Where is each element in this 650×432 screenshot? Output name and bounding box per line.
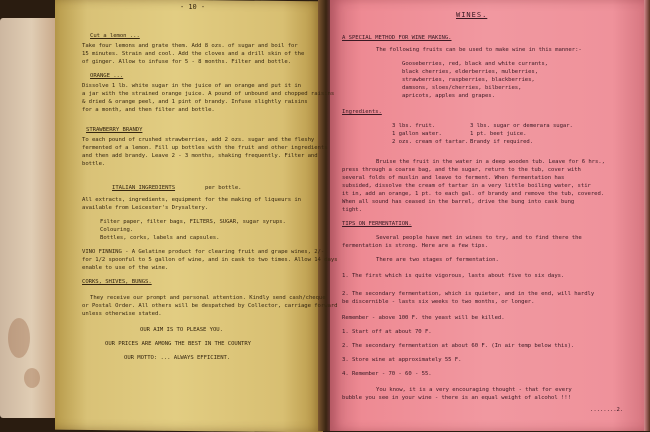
- right-text-line: press through a coarse bag, and the sugar, return to the tub, cover with: [342, 167, 581, 173]
- left-text-line: To each pound of crushed strawberries, add 2 ozs. sugar and the fleshy: [82, 137, 315, 143]
- left-text-line: of ginger. Allow to infuse for 5 - 8 months. Filter and bottle.: [82, 59, 292, 65]
- water-stain: [24, 368, 40, 388]
- left-text-line: VINO FINNING - A Gelatine product for clearing fruit and grape wines, 2/-: [82, 249, 325, 255]
- right-text-line: Bruise the fruit in the water in a deep wooden tub. Leave for 6 hrs.,: [376, 159, 605, 165]
- right-text-line: 1. The first which is quite vigorous, lasts about five to six days.: [342, 273, 565, 279]
- page-title: WINES.: [456, 11, 488, 19]
- right-text-line: 3. Store wine at approximately 55 F.: [342, 357, 462, 363]
- right-text-line: strawberries, raspberries, blackberries,: [402, 77, 535, 83]
- left-text-line: Colouring.: [100, 227, 134, 233]
- right-text-line: 1 gallon water.: [392, 131, 442, 137]
- left-text-line: available from Leicester's Drysaltery.: [82, 205, 209, 211]
- left-text-line: ORANGE ...: [90, 73, 124, 79]
- right-text-line: it in, add an orange, 1 pt. to each gal. of brandy and remove the tub, covered.: [342, 191, 605, 197]
- left-text-line: unless otherwise stated.: [82, 311, 162, 317]
- right-text-line: 3 lbs. fruit.: [392, 123, 436, 129]
- left-text-line: Cut a lemon ...: [90, 33, 140, 39]
- page-number: - 10 -: [180, 3, 205, 11]
- right-text-line: 2 ozs. cream of tartar.: [392, 139, 469, 145]
- left-text-line: Dissolve 1 lb. white sugar in the juice of an orange and put it in: [82, 83, 301, 89]
- right-text-line: ........2.: [590, 407, 624, 413]
- right-text-line: The following fruits can be used to make wine in this manner:-: [376, 47, 582, 53]
- left-text-line: All extracts, ingredients, equipment for the making of liqueurs in: [82, 197, 301, 203]
- left-text-line: STRAWBERRY BRANDY: [86, 127, 143, 133]
- left-text-line: They receive our prompt and personal attention. Kindly send cash/cheque: [90, 295, 326, 301]
- left-text-line: OUR PRICES ARE AMONG THE BEST IN THE COUNTRY: [105, 341, 251, 347]
- left-text-line: a jar with the strained orange juice. A pound of unbound and chopped raisins: [82, 91, 335, 97]
- right-text-line: You know, it is a very encouraging thought - that for every: [376, 387, 572, 393]
- right-text-line: 1 pt. beet juice.: [470, 131, 527, 137]
- right-text-line: tight.: [342, 207, 362, 213]
- right-text-line: subsided, dissolve the cream of tartar in a very little boiling water, stir: [342, 183, 591, 189]
- right-text-line: be discernible - lasts six weeks to two months, or longer.: [342, 299, 535, 305]
- right-text-line: When all sound has ceased in the barrel, drive the bung into cask bung: [342, 199, 575, 205]
- right-text-line: Gooseberries, red, black and white currants,: [402, 61, 548, 67]
- right-text-line: 3 lbs. sugar or demerara sugar.: [470, 123, 573, 129]
- left-text-line: Take four lemons and grate them. Add 8 ozs. of sugar and boil for: [82, 43, 298, 49]
- right-text-line: 4. Remember - 70 - 60 - 55.: [342, 371, 432, 377]
- left-text-line: CORKS, SHIVES, BUNGS.: [82, 279, 152, 285]
- right-text-line: Several people have met in wines to try, and to find there the: [376, 235, 582, 241]
- left-text-line: OUR AIM IS TO PLEASE YOU.: [140, 327, 223, 333]
- left-text-line: OUR MOTTO: ... ALWAYS EFFICIENT.: [124, 355, 231, 361]
- right-text-line: 2. The secondary fermentation, which is quieter, and in the end, will hardly: [342, 291, 595, 297]
- right-text-line: black cherries, elderberries, mulberries,: [402, 69, 539, 75]
- left-text-line: for 1/2 spoonful to 5 gallon of wine, and in cask to two times. Allow 14 days: [82, 257, 338, 263]
- right-text-line: A SPECIAL METHOD FOR WINE MAKING.: [342, 35, 452, 41]
- right-page-edge: [644, 0, 650, 431]
- right-text-line: bubble you see in your wine - there is an equal weight of alcohol !!!: [342, 395, 571, 401]
- left-text-line: for a month, and then filter and bottle.: [82, 107, 215, 113]
- left-text-line: 15 minutes. Strain and cool. Add the cloves and a drill skin of the: [82, 51, 305, 57]
- left-text-line: ITALIAN INGREDIENTS: [112, 185, 176, 191]
- left-text-line: Filter paper, filter bags, FILTERS, SUGAR, sugar syrups.: [100, 219, 286, 225]
- left-text-line: per bottle.: [205, 185, 242, 191]
- right-text-line: Remember - above 100 F. the yeast will be killed.: [342, 315, 505, 321]
- left-text-line: & dried & orange peel, and 1 pint of brandy. Infuse slightly raisins: [82, 99, 308, 105]
- right-text-line: damsons, sloes/cherries, bilberries,: [402, 85, 522, 91]
- right-text-line: several folds of muslin and leave to ferment. When fermentation has: [342, 175, 565, 181]
- left-text-line: fermented of a lemon. Fill up bottles with the fruit and other ingredients: [82, 145, 328, 151]
- left-text-line: or Postal Order. All others will be despatched by Collector, carriage forward: [82, 303, 338, 309]
- right-text-line: TIPS ON FERMENTATION.: [342, 221, 412, 227]
- left-text-line: Bottles, corks, labels and capsules.: [100, 235, 220, 241]
- right-text-line: There are two stages of fermentation.: [376, 257, 499, 263]
- right-text-line: Ingredients.: [342, 109, 382, 115]
- left-text-line: and then add brandy. Leave 2 - 3 months, shaking frequently. Filter and: [82, 153, 318, 159]
- left-text-line: bottle.: [82, 161, 106, 167]
- water-stain: [8, 318, 30, 358]
- right-text-line: fermentation is strong. Here are a few tips.: [342, 243, 488, 249]
- right-text-line: apricots, apples and grapes.: [402, 93, 495, 99]
- right-text-line: Brandy if required.: [470, 139, 534, 145]
- right-text-line: 1. Start off at about 70 F.: [342, 329, 432, 335]
- right-text-line: 2. The secondary fermentation at about 60 F. (In air temp below this).: [342, 343, 575, 349]
- left-text-line: enable to use of the wine.: [82, 265, 169, 271]
